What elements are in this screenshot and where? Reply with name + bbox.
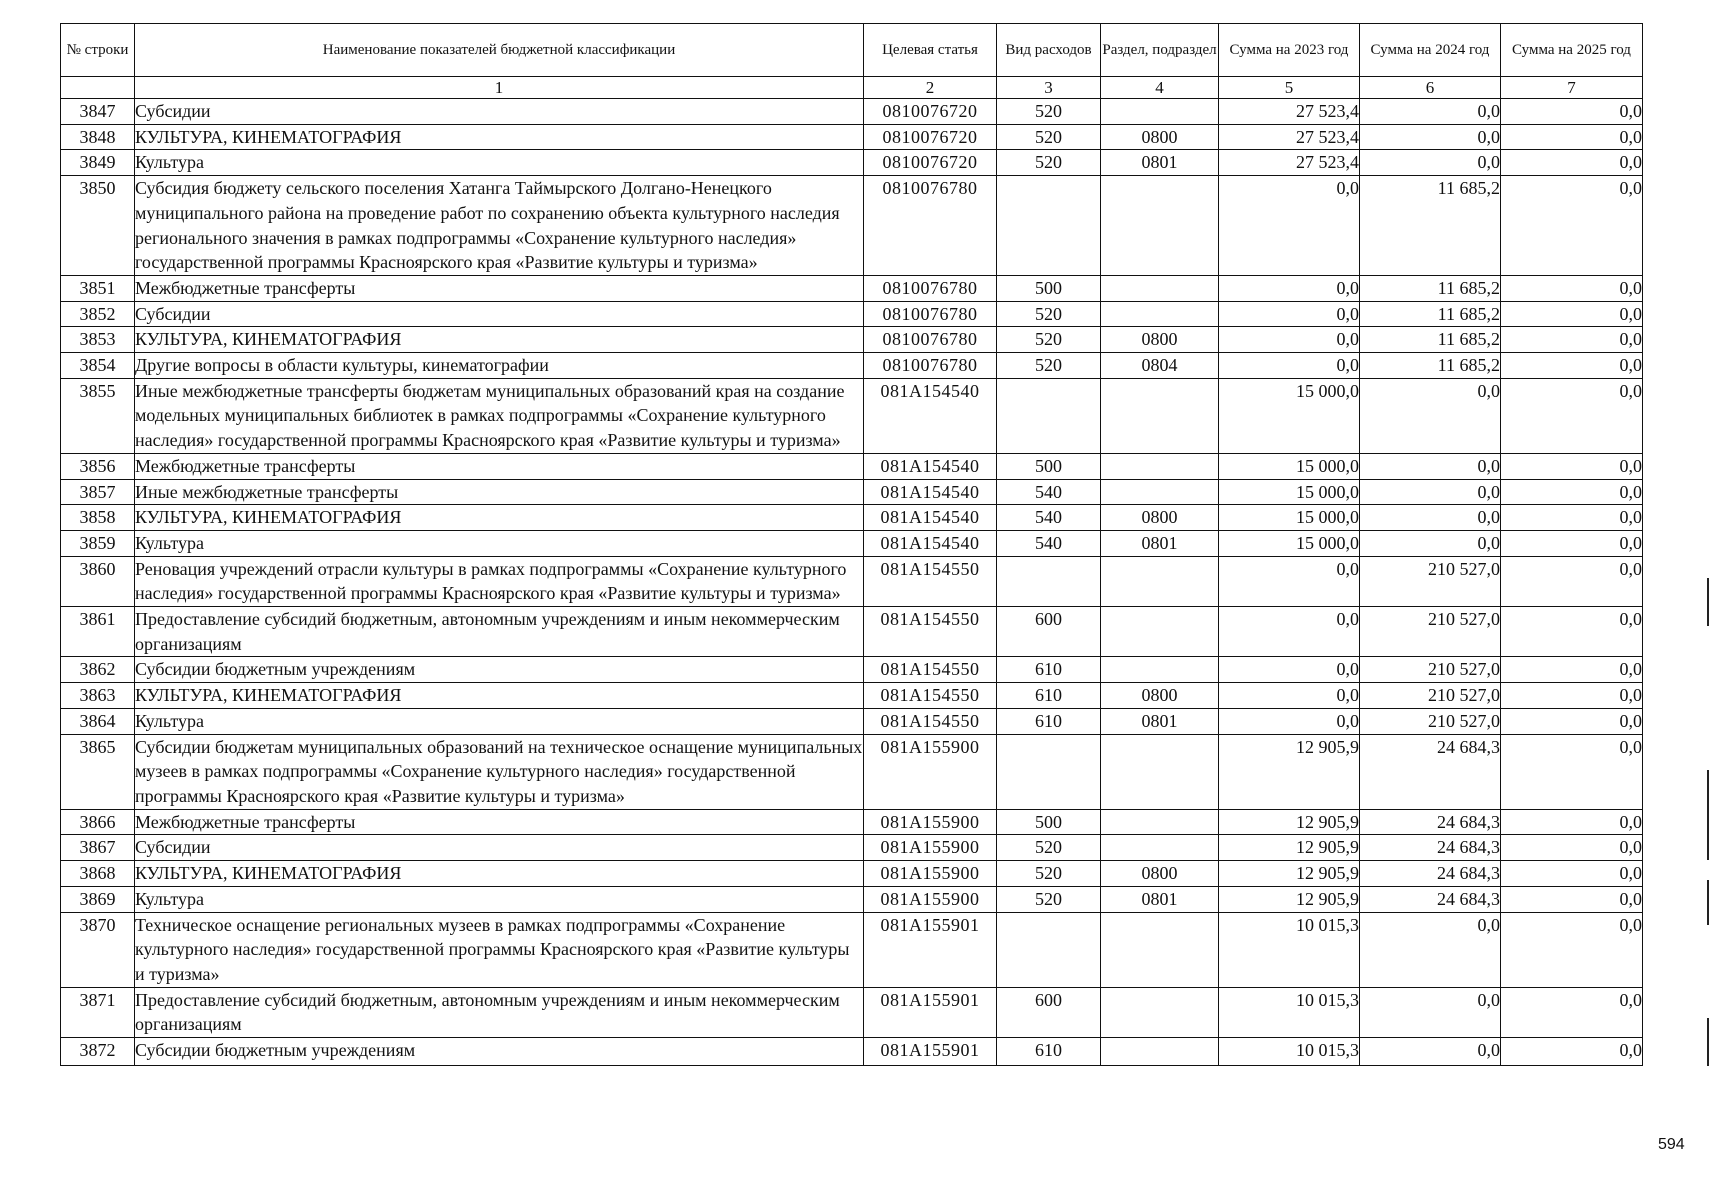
table-row	[61, 556, 1643, 606]
expense-type-cell: 520	[997, 150, 1101, 176]
target-code-cell: 081A155900	[864, 734, 997, 809]
row-number-cell: 3870	[61, 912, 135, 987]
sum-2025-cell: 0,0	[1501, 886, 1643, 912]
section-cell: 0800	[1101, 505, 1219, 531]
sum-2023-cell: 15 000,0	[1219, 479, 1360, 505]
sum-2025-cell: 0,0	[1501, 556, 1643, 606]
sum-2025-cell: 0,0	[1501, 353, 1643, 379]
sum-2023-cell: 12 905,9	[1219, 734, 1360, 809]
table-row	[61, 378, 1643, 453]
expense-type-cell: 500	[997, 453, 1101, 479]
table-row	[61, 683, 1643, 709]
sum-2025-cell: 0,0	[1501, 734, 1643, 809]
sum-2025-cell: 0,0	[1501, 912, 1643, 987]
sum-2023-cell: 0,0	[1219, 176, 1360, 276]
sum-2023-cell: 27 523,4	[1219, 124, 1360, 150]
section-cell	[1101, 1038, 1219, 1066]
row-number-cell: 3872	[61, 1038, 135, 1066]
section-cell	[1101, 835, 1219, 861]
indicator-name-cell: Иные межбюджетные трансферты бюджетам муниципальных образований края на создание модельных муниципальных библиотек в рамках подпрограммы «Сохранение культурного наследия» государственной программы Красноярского края «Развитие культуры и туризма»	[135, 378, 864, 453]
colnum-3: 3	[997, 77, 1101, 99]
table-row	[61, 176, 1643, 276]
colnum-1: 1	[135, 77, 864, 99]
budget-table	[60, 23, 1643, 1066]
expense-type-cell: 610	[997, 708, 1101, 734]
section-cell	[1101, 657, 1219, 683]
header-sum-2023: Сумма на 2023 год	[1219, 24, 1360, 77]
sum-2023-cell: 12 905,9	[1219, 861, 1360, 887]
budget-sheet	[60, 23, 1642, 1066]
expense-type-cell: 610	[997, 1038, 1101, 1066]
indicator-name-cell: КУЛЬТУРА, КИНЕМАТОГРАФИЯ	[135, 683, 864, 709]
sum-2025-cell: 0,0	[1501, 708, 1643, 734]
table-row	[61, 505, 1643, 531]
table-row	[61, 835, 1643, 861]
target-code-cell: 081A154550	[864, 683, 997, 709]
colnum-7: 7	[1501, 77, 1643, 99]
target-code-cell: 081A154540	[864, 530, 997, 556]
indicator-name-cell: Культура	[135, 708, 864, 734]
target-code-cell: 081A154540	[864, 479, 997, 505]
sum-2024-cell: 210 527,0	[1360, 607, 1501, 657]
table-row	[61, 861, 1643, 887]
colnum-5: 5	[1219, 77, 1360, 99]
target-code-cell: 0810076720	[864, 124, 997, 150]
target-code-cell: 0810076780	[864, 353, 997, 379]
section-cell	[1101, 275, 1219, 301]
table-row	[61, 708, 1643, 734]
indicator-name-cell: Субсидии	[135, 99, 864, 125]
sum-2023-cell: 12 905,9	[1219, 835, 1360, 861]
row-number-cell: 3865	[61, 734, 135, 809]
table-row	[61, 886, 1643, 912]
sum-2025-cell: 0,0	[1501, 505, 1643, 531]
sum-2024-cell: 210 527,0	[1360, 683, 1501, 709]
section-cell	[1101, 453, 1219, 479]
table-row	[61, 987, 1643, 1037]
row-number-cell: 3858	[61, 505, 135, 531]
section-cell	[1101, 301, 1219, 327]
sum-2024-cell: 24 684,3	[1360, 886, 1501, 912]
sum-2023-cell: 15 000,0	[1219, 453, 1360, 479]
target-code-cell: 0810076720	[864, 99, 997, 125]
sum-2024-cell: 11 685,2	[1360, 353, 1501, 379]
sum-2024-cell: 0,0	[1360, 912, 1501, 987]
expense-type-cell: 520	[997, 99, 1101, 125]
header-razdel: Раздел, подраздел	[1101, 24, 1219, 77]
section-cell	[1101, 912, 1219, 987]
table-row	[61, 530, 1643, 556]
section-cell: 0800	[1101, 861, 1219, 887]
section-cell: 0801	[1101, 530, 1219, 556]
sum-2025-cell: 0,0	[1501, 275, 1643, 301]
row-number-cell: 3850	[61, 176, 135, 276]
table-row	[61, 607, 1643, 657]
sum-2023-cell: 10 015,3	[1219, 1038, 1360, 1066]
table-row	[61, 327, 1643, 353]
sum-2025-cell: 0,0	[1501, 530, 1643, 556]
target-code-cell: 081A155900	[864, 861, 997, 887]
row-number-cell: 3871	[61, 987, 135, 1037]
sum-2023-cell: 12 905,9	[1219, 809, 1360, 835]
target-code-cell: 081A154540	[864, 505, 997, 531]
indicator-name-cell: КУЛЬТУРА, КИНЕМАТОГРАФИЯ	[135, 861, 864, 887]
table-row	[61, 809, 1643, 835]
section-cell: 0800	[1101, 683, 1219, 709]
table-header	[61, 24, 1643, 99]
target-code-cell: 081A154550	[864, 556, 997, 606]
indicator-name-cell: Иные межбюджетные трансферты	[135, 479, 864, 505]
section-cell: 0800	[1101, 327, 1219, 353]
expense-type-cell: 520	[997, 353, 1101, 379]
row-number-cell: 3849	[61, 150, 135, 176]
sum-2023-cell: 27 523,4	[1219, 99, 1360, 125]
sum-2023-cell: 0,0	[1219, 657, 1360, 683]
table-row	[61, 124, 1643, 150]
expense-type-cell: 540	[997, 530, 1101, 556]
indicator-name-cell: Межбюджетные трансферты	[135, 809, 864, 835]
sum-2023-cell: 0,0	[1219, 607, 1360, 657]
table-row	[61, 479, 1643, 505]
target-code-cell: 0810076780	[864, 275, 997, 301]
indicator-name-cell: Предоставление субсидий бюджетным, автономным учреждениям и иным некоммерческим организациям	[135, 987, 864, 1037]
section-cell	[1101, 99, 1219, 125]
indicator-name-cell: Предоставление субсидий бюджетным, автономным учреждениям и иным некоммерческим организациям	[135, 607, 864, 657]
expense-type-cell: 540	[997, 505, 1101, 531]
section-cell	[1101, 479, 1219, 505]
sum-2023-cell: 27 523,4	[1219, 150, 1360, 176]
indicator-name-cell: Субсидии бюджетным учреждениям	[135, 657, 864, 683]
sum-2023-cell: 0,0	[1219, 708, 1360, 734]
sum-2024-cell: 0,0	[1360, 124, 1501, 150]
row-number-cell: 3857	[61, 479, 135, 505]
indicator-name-cell: Реновация учреждений отрасли культуры в рамках подпрограммы «Сохранение культурного наследия» государственной программы Красноярского края «Развитие культуры и туризма»	[135, 556, 864, 606]
sum-2024-cell: 210 527,0	[1360, 556, 1501, 606]
sum-2025-cell: 0,0	[1501, 987, 1643, 1037]
sum-2024-cell: 11 685,2	[1360, 301, 1501, 327]
expense-type-cell	[997, 734, 1101, 809]
indicator-name-cell: Культура	[135, 886, 864, 912]
sum-2024-cell: 0,0	[1360, 530, 1501, 556]
section-cell	[1101, 809, 1219, 835]
indicator-name-cell: КУЛЬТУРА, КИНЕМАТОГРАФИЯ	[135, 124, 864, 150]
target-code-cell: 0810076780	[864, 301, 997, 327]
section-cell	[1101, 378, 1219, 453]
row-number-cell: 3853	[61, 327, 135, 353]
target-code-cell: 081A154550	[864, 708, 997, 734]
indicator-name-cell: Субсидии бюджетам муниципальных образований на техническое оснащение муниципальных музеев в рамках подпрограммы «Сохранение культурного наследия» государственной программы Красноярского края «Развитие культуры и туризма»	[135, 734, 864, 809]
sum-2024-cell: 0,0	[1360, 479, 1501, 505]
section-cell: 0801	[1101, 708, 1219, 734]
indicator-name-cell: Межбюджетные трансферты	[135, 453, 864, 479]
table-body	[61, 99, 1643, 1066]
column-number-row	[61, 77, 1643, 99]
indicator-name-cell: КУЛЬТУРА, КИНЕМАТОГРАФИЯ	[135, 327, 864, 353]
sum-2024-cell: 0,0	[1360, 987, 1501, 1037]
section-cell	[1101, 987, 1219, 1037]
table-row	[61, 657, 1643, 683]
scan-edge-mark	[1707, 880, 1709, 925]
sum-2023-cell: 0,0	[1219, 353, 1360, 379]
colnum-2: 2	[864, 77, 997, 99]
colnum-6: 6	[1360, 77, 1501, 99]
target-code-cell: 081A154540	[864, 453, 997, 479]
indicator-name-cell: Техническое оснащение региональных музеев в рамках подпрограммы «Сохранение культурного наследия» государственной программы Красноярского края «Развитие культуры и туризма»	[135, 912, 864, 987]
row-number-cell: 3859	[61, 530, 135, 556]
row-number-cell: 3851	[61, 275, 135, 301]
row-number-cell: 3863	[61, 683, 135, 709]
sum-2023-cell: 15 000,0	[1219, 505, 1360, 531]
colnum-4: 4	[1101, 77, 1219, 99]
section-cell: 0804	[1101, 353, 1219, 379]
expense-type-cell	[997, 556, 1101, 606]
section-cell: 0800	[1101, 124, 1219, 150]
indicator-name-cell: Межбюджетные трансферты	[135, 275, 864, 301]
sum-2025-cell: 0,0	[1501, 176, 1643, 276]
row-number-cell: 3855	[61, 378, 135, 453]
section-cell	[1101, 176, 1219, 276]
target-code-cell: 081A155901	[864, 912, 997, 987]
target-code-cell: 081A155900	[864, 809, 997, 835]
sum-2025-cell: 0,0	[1501, 99, 1643, 125]
sum-2023-cell: 0,0	[1219, 683, 1360, 709]
row-number-cell: 3862	[61, 657, 135, 683]
expense-type-cell: 600	[997, 987, 1101, 1037]
sum-2024-cell: 24 684,3	[1360, 861, 1501, 887]
table-row	[61, 734, 1643, 809]
target-code-cell: 0810076780	[864, 176, 997, 276]
sum-2025-cell: 0,0	[1501, 1038, 1643, 1066]
indicator-name-cell: Субсидии бюджетным учреждениям	[135, 1038, 864, 1066]
sum-2025-cell: 0,0	[1501, 479, 1643, 505]
sum-2025-cell: 0,0	[1501, 809, 1643, 835]
sum-2024-cell: 0,0	[1360, 378, 1501, 453]
indicator-name-cell: КУЛЬТУРА, КИНЕМАТОГРАФИЯ	[135, 505, 864, 531]
sum-2023-cell: 12 905,9	[1219, 886, 1360, 912]
sum-2025-cell: 0,0	[1501, 150, 1643, 176]
sum-2025-cell: 0,0	[1501, 124, 1643, 150]
scan-edge-mark	[1707, 770, 1709, 860]
sum-2024-cell: 0,0	[1360, 150, 1501, 176]
header-sum-2025: Сумма на 2025 год	[1501, 24, 1643, 77]
sum-2024-cell: 0,0	[1360, 99, 1501, 125]
sum-2025-cell: 0,0	[1501, 683, 1643, 709]
row-number-cell: 3869	[61, 886, 135, 912]
sum-2025-cell: 0,0	[1501, 453, 1643, 479]
target-code-cell: 081A155900	[864, 886, 997, 912]
sum-2025-cell: 0,0	[1501, 301, 1643, 327]
target-code-cell: 081A155901	[864, 987, 997, 1037]
target-code-cell: 081A154550	[864, 607, 997, 657]
expense-type-cell: 540	[997, 479, 1101, 505]
row-number-cell: 3854	[61, 353, 135, 379]
row-number-cell: 3868	[61, 861, 135, 887]
indicator-name-cell: Другие вопросы в области культуры, кинематографии	[135, 353, 864, 379]
sum-2023-cell: 0,0	[1219, 275, 1360, 301]
expense-type-cell: 500	[997, 809, 1101, 835]
sum-2024-cell: 0,0	[1360, 1038, 1501, 1066]
row-number-cell: 3848	[61, 124, 135, 150]
indicator-name-cell: Субсидии	[135, 301, 864, 327]
table-row	[61, 453, 1643, 479]
sum-2024-cell: 11 685,2	[1360, 275, 1501, 301]
expense-type-cell: 610	[997, 683, 1101, 709]
table-row	[61, 150, 1643, 176]
header-name: Наименование показателей бюджетной классификации	[135, 24, 864, 77]
indicator-name-cell: Культура	[135, 530, 864, 556]
header-vid: Вид расходов	[997, 24, 1101, 77]
scan-edge-mark	[1707, 578, 1709, 626]
expense-type-cell	[997, 176, 1101, 276]
sum-2023-cell: 10 015,3	[1219, 987, 1360, 1037]
expense-type-cell: 520	[997, 301, 1101, 327]
sum-2025-cell: 0,0	[1501, 378, 1643, 453]
sum-2025-cell: 0,0	[1501, 861, 1643, 887]
sum-2025-cell: 0,0	[1501, 835, 1643, 861]
sum-2025-cell: 0,0	[1501, 327, 1643, 353]
colnum-0	[61, 77, 135, 99]
expense-type-cell: 520	[997, 861, 1101, 887]
sum-2023-cell: 0,0	[1219, 327, 1360, 353]
sum-2023-cell: 15 000,0	[1219, 530, 1360, 556]
target-code-cell: 0810076780	[864, 327, 997, 353]
indicator-name-cell: Субсидия бюджету сельского поселения Хатанга Таймырского Долгано-Ненецкого муниципального района на проведение работ по сохранению объекта культурного наследия регионального значения в рамках подпрограммы «Сохранение культурного наследия» государственной программы Красноярского края «Развитие культуры и туризма»	[135, 176, 864, 276]
expense-type-cell	[997, 912, 1101, 987]
sum-2024-cell: 0,0	[1360, 453, 1501, 479]
table-row	[61, 301, 1643, 327]
header-target: Целевая статья	[864, 24, 997, 77]
row-number-cell: 3866	[61, 809, 135, 835]
row-number-cell: 3861	[61, 607, 135, 657]
expense-type-cell: 520	[997, 886, 1101, 912]
target-code-cell: 081A155900	[864, 835, 997, 861]
sum-2025-cell: 0,0	[1501, 657, 1643, 683]
sum-2024-cell: 24 684,3	[1360, 734, 1501, 809]
section-cell	[1101, 607, 1219, 657]
sum-2024-cell: 210 527,0	[1360, 657, 1501, 683]
table-row	[61, 912, 1643, 987]
target-code-cell: 081A154540	[864, 378, 997, 453]
sum-2024-cell: 210 527,0	[1360, 708, 1501, 734]
sum-2024-cell: 24 684,3	[1360, 835, 1501, 861]
header-row-no: № строки	[61, 24, 135, 77]
row-number-cell: 3852	[61, 301, 135, 327]
table-row	[61, 275, 1643, 301]
section-cell: 0801	[1101, 150, 1219, 176]
row-number-cell: 3860	[61, 556, 135, 606]
sum-2023-cell: 0,0	[1219, 301, 1360, 327]
sum-2023-cell: 15 000,0	[1219, 378, 1360, 453]
expense-type-cell: 520	[997, 835, 1101, 861]
table-row	[61, 99, 1643, 125]
expense-type-cell: 610	[997, 657, 1101, 683]
section-cell: 0801	[1101, 886, 1219, 912]
sum-2024-cell: 11 685,2	[1360, 327, 1501, 353]
page-number: 594	[1658, 1136, 1685, 1153]
expense-type-cell: 520	[997, 327, 1101, 353]
expense-type-cell	[997, 378, 1101, 453]
expense-type-cell: 500	[997, 275, 1101, 301]
expense-type-cell: 520	[997, 124, 1101, 150]
indicator-name-cell: Субсидии	[135, 835, 864, 861]
row-number-cell: 3867	[61, 835, 135, 861]
sum-2024-cell: 0,0	[1360, 505, 1501, 531]
row-number-cell: 3864	[61, 708, 135, 734]
sum-2023-cell: 10 015,3	[1219, 912, 1360, 987]
sum-2024-cell: 11 685,2	[1360, 176, 1501, 276]
indicator-name-cell: Культура	[135, 150, 864, 176]
target-code-cell: 0810076720	[864, 150, 997, 176]
target-code-cell: 081A155901	[864, 1038, 997, 1066]
section-cell	[1101, 556, 1219, 606]
table-row	[61, 353, 1643, 379]
scan-edge-mark	[1707, 1018, 1709, 1066]
target-code-cell: 081A154550	[864, 657, 997, 683]
row-number-cell: 3856	[61, 453, 135, 479]
table-row	[61, 1038, 1643, 1066]
sum-2025-cell: 0,0	[1501, 607, 1643, 657]
sum-2023-cell: 0,0	[1219, 556, 1360, 606]
section-cell	[1101, 734, 1219, 809]
sum-2024-cell: 24 684,3	[1360, 809, 1501, 835]
expense-type-cell: 600	[997, 607, 1101, 657]
header-sum-2024: Сумма на 2024 год	[1360, 24, 1501, 77]
row-number-cell: 3847	[61, 99, 135, 125]
